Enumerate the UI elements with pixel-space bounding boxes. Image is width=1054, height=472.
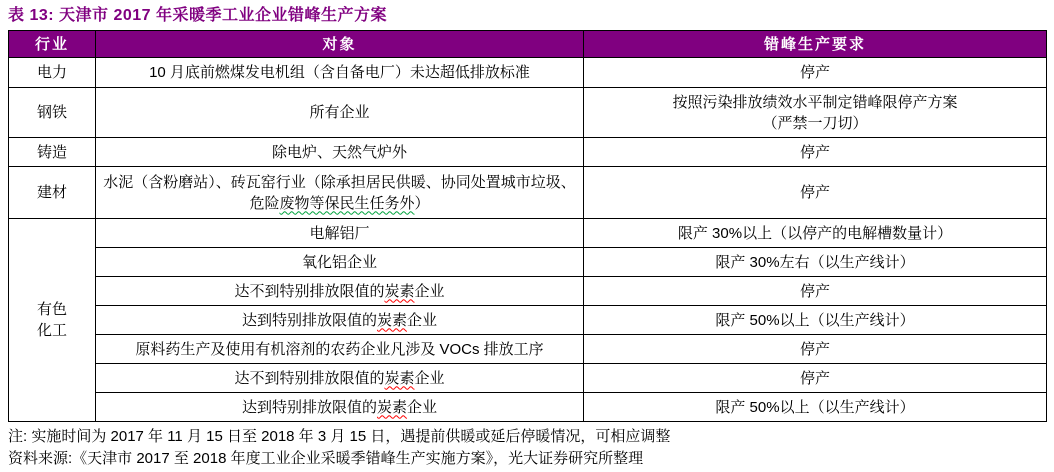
- target-text-segment: 企业: [407, 311, 438, 329]
- table-body: [9, 58, 1047, 422]
- industry-cell-nonferrous-chemical: [9, 219, 96, 422]
- target-cell-power: 10 月底前燃煤发电机组（含自备电厂）未达超低排放标准: [96, 58, 584, 88]
- requirement-steel-line1: 按照污染排放绩效水平制定错峰限停产方案: [672, 93, 958, 111]
- table-header: [9, 31, 1047, 58]
- target-cell-carbon-below-limit-2: [96, 364, 584, 393]
- requirement-steel-line2: （严禁一刀切）: [762, 114, 868, 132]
- requirement-cell-pharma-vocs: 停产: [584, 335, 1047, 364]
- requirement-cell-power: 停产: [584, 58, 1047, 88]
- row-nonferrous-sub3: [9, 277, 1047, 306]
- requirement-cell-carbon-meets-limit: 限产 50%以上（以生产线计）: [584, 306, 1047, 335]
- note-data-source: 资料来源:《天津市 2017 至 2018 年度工业企业采暖季错峰生产实施方案》，光大证券研究所整理: [8, 450, 644, 467]
- requirement-cell-carbon-meets-limit-2: 限产 50%以上（以生产线计）: [584, 393, 1047, 422]
- row-nonferrous-sub6: [9, 364, 1047, 393]
- target-cell-carbon-meets-limit-2: [96, 393, 584, 422]
- target-cell-carbon-below-limit: [96, 277, 584, 306]
- row-building-materials: [9, 167, 1047, 219]
- note-implementation-period: 注: 实施时间为 2017 年 11 月 15 日至 2018 年 3 月 15 日，遇提前供暖或延后停暖情况，可相应调整: [8, 428, 671, 445]
- requirement-cell-carbon-below-limit: 停产: [584, 277, 1047, 306]
- row-casting: [9, 138, 1047, 167]
- requirement-cell-carbon-below-limit-2: 停产: [584, 364, 1047, 393]
- industry-cell-building-materials: 建材: [9, 167, 96, 219]
- col-header-target: 对象: [96, 31, 584, 58]
- industry-cell-steel: 钢铁: [9, 88, 96, 138]
- requirement-cell-alumina: 限产 30%左右（以生产线计）: [584, 248, 1047, 277]
- row-nonferrous-sub5: [9, 335, 1047, 364]
- requirement-cell-electrolytic-aluminum: 限产 30%以上（以停产的电解槽数量计）: [584, 219, 1047, 248]
- target-cell-casting: 除电炉、天然气炉外: [96, 138, 584, 167]
- target-text-segment: 达不到特别排放限值的: [234, 369, 385, 387]
- spellcheck-underline-text: 废物等保民生任务外: [279, 194, 415, 212]
- header-row: [9, 31, 1047, 58]
- target-text-segment: 企业: [414, 369, 445, 387]
- row-nonferrous-sub2: [9, 248, 1047, 277]
- row-power: [9, 58, 1047, 88]
- requirement-cell-building-materials: 停产: [584, 167, 1047, 219]
- spellcheck-underline-text: 炭素: [384, 369, 415, 387]
- target-cell-carbon-meets-limit: [96, 306, 584, 335]
- spellcheck-underline-text: 炭素: [384, 282, 415, 300]
- requirement-cell-casting: 停产: [584, 138, 1047, 167]
- target-text-segment: 企业: [414, 282, 445, 300]
- table-title: 表 13: 天津市 2017 年采暖季工业企业错峰生产方案: [8, 7, 388, 24]
- requirement-cell-steel: [584, 88, 1047, 138]
- target-text-segment: 达到特别排放限值的: [241, 398, 377, 416]
- target-cell-alumina: 氧化铝企业: [96, 248, 584, 277]
- staggered-production-table: [8, 30, 1047, 422]
- target-text-segment: 达不到特别排放限值的: [234, 282, 385, 300]
- col-header-requirement: 错峰生产要求: [584, 31, 1047, 58]
- target-cell-building-materials: [96, 167, 584, 219]
- target-text-segment: 企业: [407, 398, 438, 416]
- industry-cell-power: 电力: [9, 58, 96, 88]
- target-cell-pharma-vocs: 原料药生产及使用有机溶剂的农药企业凡涉及 VOCs 排放工序: [96, 335, 584, 364]
- table-footnotes: [8, 426, 1046, 470]
- target-text-segment: 达到特别排放限值的: [241, 311, 377, 329]
- row-nonferrous-sub7: [9, 393, 1047, 422]
- target-text-segment: 水泥（含粉磨站）、砖瓦窑行业（除承担居民供暖、协同处置城市垃圾、危险: [103, 173, 576, 212]
- industry-cell-casting: 铸造: [9, 138, 96, 167]
- industry-nonferrous-line2: 化工: [36, 322, 67, 339]
- target-cell-electrolytic-aluminum: 电解铝厂: [96, 219, 584, 248]
- target-cell-steel: 所有企业: [96, 88, 584, 138]
- target-text-segment: ）: [414, 194, 430, 212]
- row-nonferrous-sub4: [9, 306, 1047, 335]
- row-nonferrous-sub1: [9, 219, 1047, 248]
- col-header-industry: 行业: [9, 31, 96, 58]
- industry-nonferrous-line1: 有色: [36, 301, 67, 318]
- spellcheck-underline-text: 炭素: [376, 311, 407, 329]
- row-steel: [9, 88, 1047, 138]
- spellcheck-underline-text: 炭素: [376, 398, 407, 416]
